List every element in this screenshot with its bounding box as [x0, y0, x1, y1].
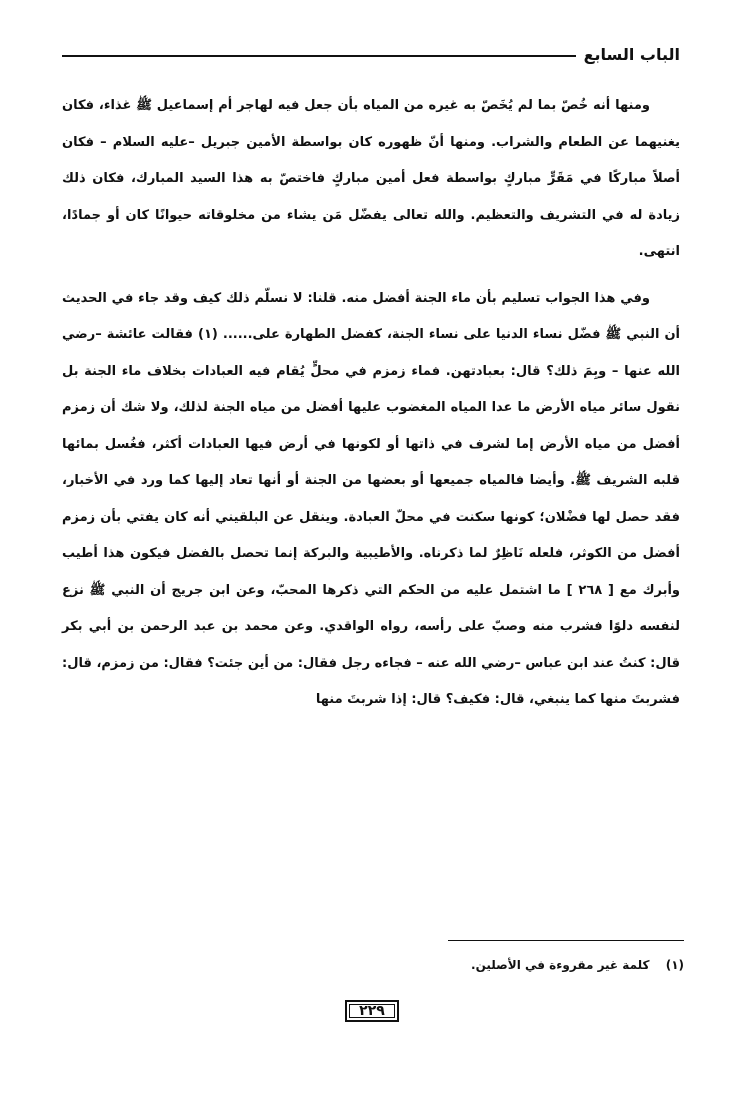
- page-header: [62, 38, 680, 70]
- footnote: [66, 954, 684, 976]
- footnote-separator: [448, 940, 684, 941]
- header-rule: [62, 55, 576, 57]
- paragraph: وفي هذا الجواب تسليم بأن ماء الجنة أفضل منه. قلنا: لا نسلّم ذلك كيف وقد جاء في الحديث أن النبي ﷺ فضّل نساء الدنيا على نساء الجنة، كفضل الطهارة على...... (١) فقالت عائشة –رضي الله عنها – وبِمَ ذلك؟ قال: بعبادتهن. فماء زمزم في محلٍّ يُقام فيه العبادات بخلاف ماء الجنة بل نقول سائر مياه الأرض ما عدا المياه المغضوب عليها أفضل من مياه الجنة لذلك، ولا شك أن زمزم أفضل من مياه الأرض إما لشرف في ذاتها أو لكونها في أرض فيها العبادات أكثر، فغُسل بمائها قلبه الشريف ﷺ. وأيضا فالمياه جميعها أو بعضها من الجنة أو أنها تعاد إليها كما ورد في الأخبار، فقد حصل لها فضْلان؛ كونها سكنت في محلّ العبادة. وينقل عن البلقيني أنه كان يفتي بأن زمزم أفضل من الكوثر، فلعله نَاظِرٌ لما ذكرناه. والأطيبية والبركة إنما تحصل بالفضل فيكون هذا أطيب وأبرك مع [ ٢٦٨ ] ما اشتمل عليه من الحكم التي ذكرها المحبّ، وعن ابن جريج أن النبي ﷺ نزع لنفسه دلوًا فشرب منه وصبّ على رأسه، رواه الواقدي. وعن محمد بن عبد الرحمن بن أبي بكر قال: كنتُ عند ابن عباس –رضي الله عنه – فجاءه رجل فقال: من أين جئت؟ فقال: من زمزم، قال: فشربتَ منها كما ينبغي، قال: فكيف؟ قال: إذا شربتَ منها: [62, 290, 681, 707]
- chapter-title: الباب السابع: [583, 44, 680, 64]
- footnote-text: كلمة غير مقروءة في الأصلين.: [471, 958, 650, 972]
- footnote-marker: (١): [665, 958, 684, 972]
- page-number: ٢٢٩: [359, 1003, 385, 1019]
- page-number-box: [345, 1000, 399, 1022]
- main-text: [62, 88, 680, 729]
- paragraph: ومنها أنه خُصّ بما لم يُخَصّ به غيره من المياه بأن جعل فيه لهاجر أم إسماعيل ﷺ غذاء، فكان يغنيهما عن الطعام والشراب. ومنها أنّ ظهوره كان بواسطة الأمين جبريل –عليه السلام – فكان أصلاً مباركًا في مَقَرٍّ مباركٍ بواسطة فعل أمين مباركٍ فاختصّ به هذا السيد المبارك، فكان ذلك زيادة له في التشريف والتعظيم. والله تعالى يفضّل مَن يشاء من مخلوقاته حيوانًا كان أو جمادًا، انتهى.: [62, 98, 680, 259]
